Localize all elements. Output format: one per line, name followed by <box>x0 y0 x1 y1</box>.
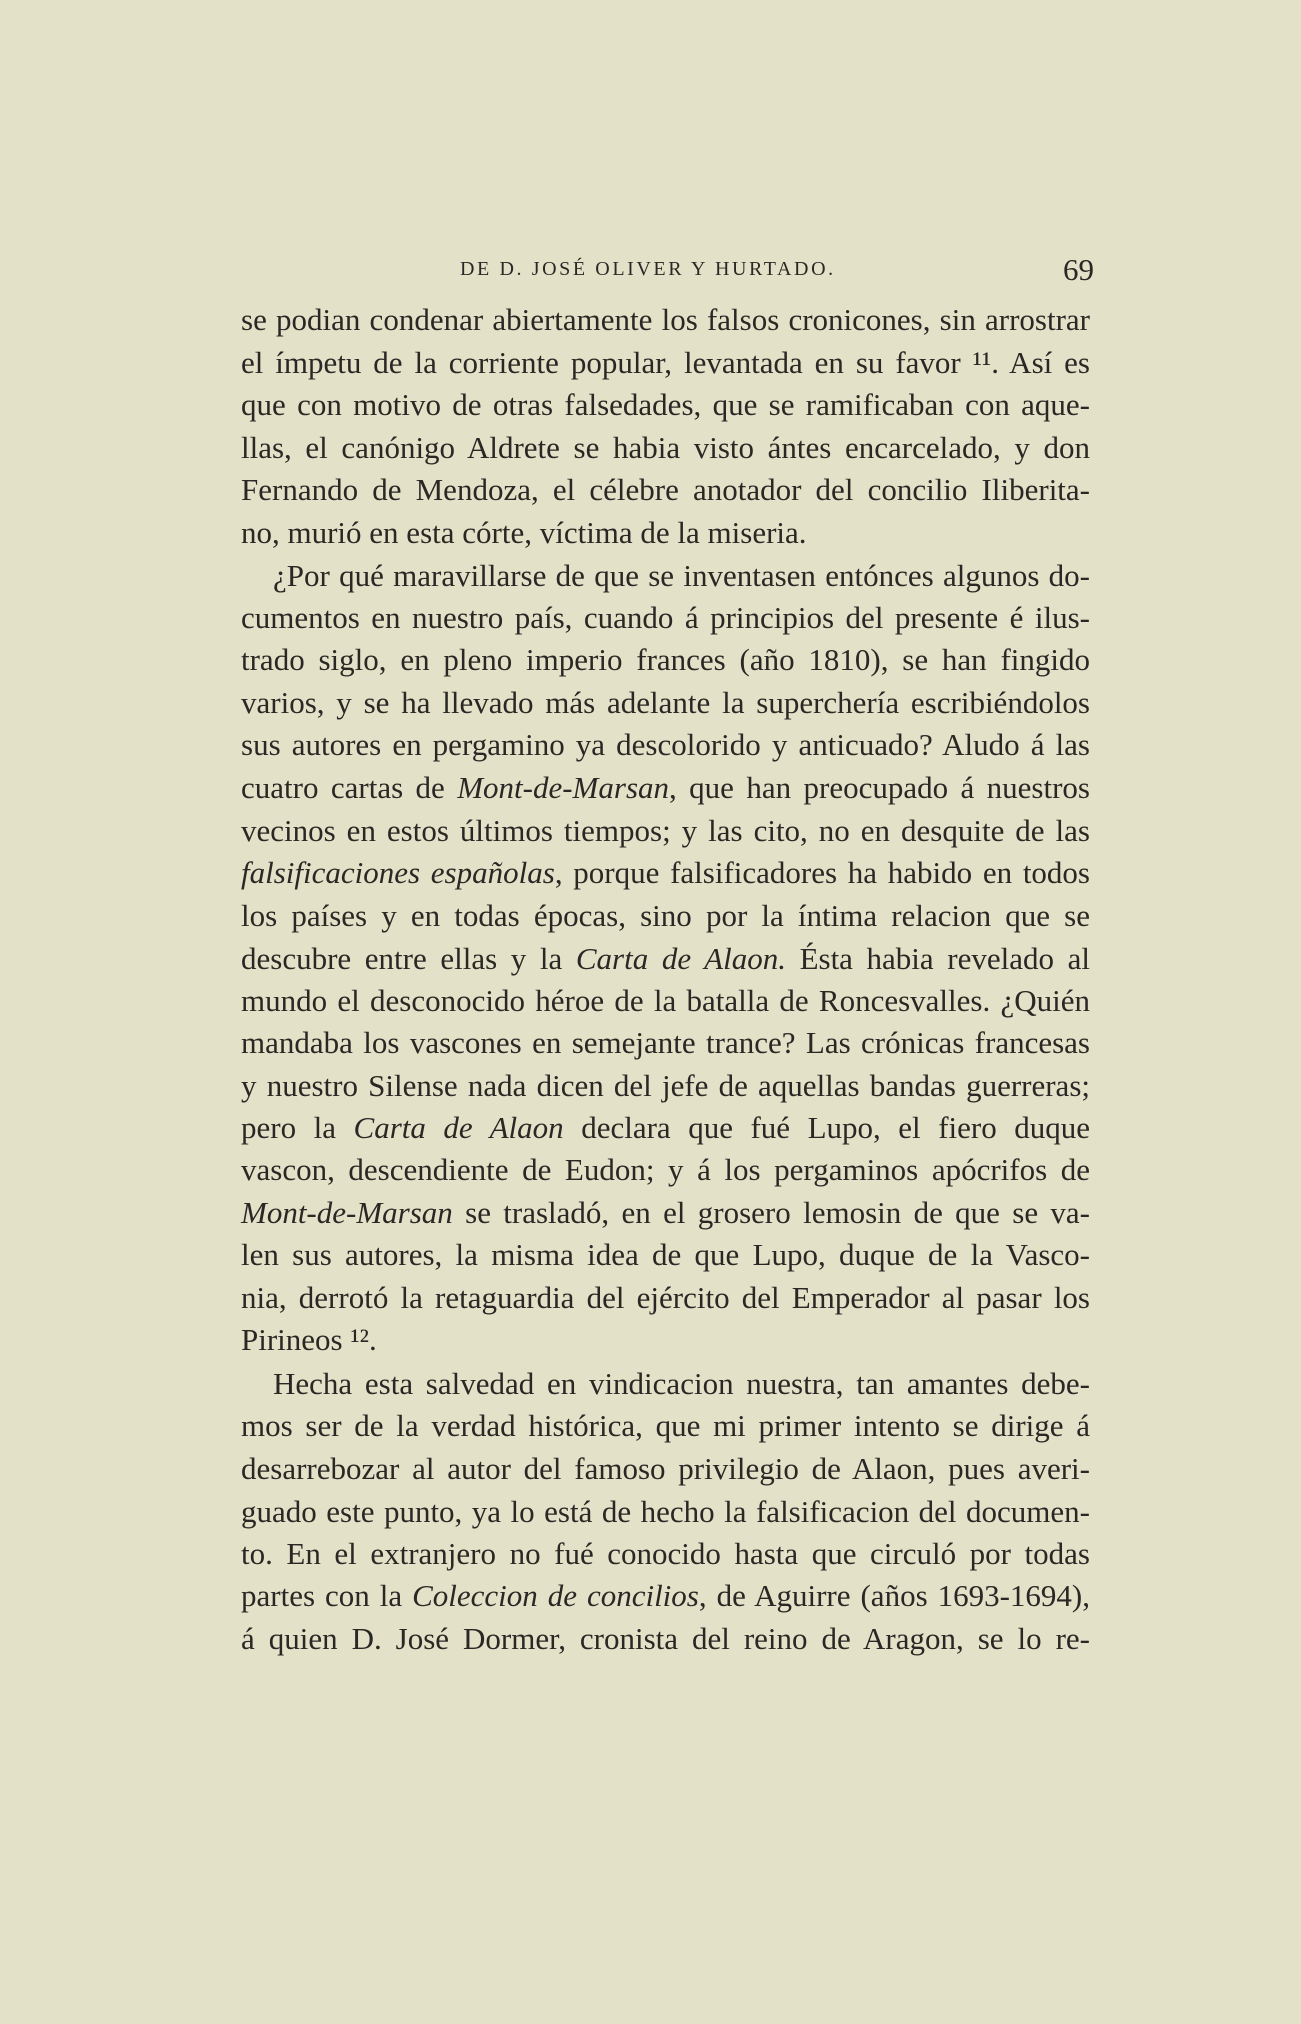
text-line <box>241 1449 1090 1489</box>
text-line <box>241 1023 1090 1063</box>
text-segment: Ésta habia revelado al <box>785 941 1090 976</box>
text-segment: ¿Por qué maravillarse de que se inventasen entónces algunos do- <box>273 558 1090 593</box>
text-segment: cumentos en nuestro país, cuando á principios del presente é ilus- <box>241 600 1090 635</box>
text-line <box>241 513 807 553</box>
text-segment: , de Aguirre (años 1693-1694), <box>698 1578 1090 1613</box>
text-segment: pero la <box>241 1110 354 1145</box>
text-segment: Fernando de Mendoza, el célebre anotador del concilio Iliberita- <box>241 472 1090 507</box>
text-segment: to. En el extranjero no fué conocido hasta que circuló por todas <box>241 1536 1090 1571</box>
text-segment: no, murió en esta córte, víctima de la miseria. <box>241 515 807 550</box>
text-segment: vecinos en estos últimos tiempos; y las cito, no en desquite de las <box>241 813 1090 848</box>
text-line <box>241 1492 1090 1532</box>
italic-title: Mont-de-Marsan <box>457 770 670 805</box>
text-line <box>241 1108 1090 1148</box>
text-segment: varios, y se ha llevado más adelante la superchería escribiéndolos <box>241 685 1090 720</box>
text-segment: y nuestro Silense nada dicen del jefe de aquellas bandas guerreras; <box>241 1068 1090 1103</box>
italic-title: Carta de Alaon <box>353 1110 564 1145</box>
text-segment: se podian condenar abiertamente los falsos cronicones, sin arrostrar <box>241 302 1090 337</box>
running-title: DE D. JOSÉ OLIVER Y HURTADO. <box>460 258 836 280</box>
text-segment: , porque falsificadores ha habido en todos <box>554 855 1090 890</box>
text-line <box>241 683 1090 723</box>
text-segment: Hecha esta salvedad en vindicacion nuestra, tan amantes debe- <box>273 1366 1090 1401</box>
text-line <box>241 470 1090 510</box>
text-segment: mundo el desconocido héroe de la batalla de Roncesvalles. ¿Quién <box>241 983 1090 1018</box>
page-number: 69 <box>1063 252 1094 287</box>
text-line <box>241 1150 1090 1190</box>
text-segment: descubre entre ellas y la <box>241 941 576 976</box>
text-line <box>241 1235 1090 1275</box>
text-line <box>241 725 1090 765</box>
text-line <box>241 1193 1090 1233</box>
text-segment: declara que fué Lupo, el fiero duque <box>563 1110 1090 1145</box>
text-line <box>241 1066 1090 1106</box>
text-line <box>241 896 1090 936</box>
text-segment: len sus autores, la misma idea de que Lupo, duque de la Vasco- <box>241 1237 1090 1272</box>
text-segment: llas, el canónigo Aldrete se habia visto ántes encarcelado, y don <box>241 430 1090 465</box>
text-line <box>241 768 1090 808</box>
italic-title: falsificaciones españolas <box>241 855 555 890</box>
text-line <box>241 1320 377 1360</box>
italic-title: Carta de Alaon. <box>575 941 786 976</box>
text-line <box>241 811 1090 851</box>
text-segment: trado siglo, en pleno imperio frances (año 1810), se han fingido <box>241 642 1090 677</box>
text-line <box>241 1534 1090 1574</box>
page-header <box>0 252 1301 302</box>
text-segment: mos ser de la verdad histórica, que mi primer intento se dirige á <box>241 1408 1090 1443</box>
text-line <box>241 981 1090 1021</box>
text-line <box>241 853 1090 893</box>
text-segment: se trasladó, en el grosero lemosin de que se va- <box>452 1195 1090 1230</box>
text-segment: Pirineos ¹². <box>241 1322 377 1357</box>
text-line <box>241 385 1090 425</box>
text-line <box>273 1364 1090 1404</box>
text-segment: vascon, descendiente de Eudon; y á los pergaminos apócrifos de <box>241 1152 1090 1187</box>
text-segment: partes con la <box>241 1578 413 1613</box>
text-segment: á quien D. José Dormer, cronista del reino de Aragon, se lo re- <box>241 1621 1090 1656</box>
text-line <box>241 300 1090 340</box>
text-line <box>241 1278 1090 1318</box>
text-segment: los países y en todas épocas, sino por la íntima relacion que se <box>241 898 1090 933</box>
text-segment: desarrebozar al autor del famoso privilegio de Alaon, pues averi- <box>241 1451 1090 1486</box>
text-line <box>241 428 1090 468</box>
text-line <box>273 556 1090 596</box>
text-line <box>241 598 1090 638</box>
italic-title: Coleccion de concilios <box>412 1578 699 1613</box>
text-line <box>241 1576 1090 1616</box>
text-line <box>241 343 1090 383</box>
text-line <box>241 939 1090 979</box>
text-segment: sus autores en pergamino ya descolorido y anticuado? Aludo á las <box>241 727 1090 762</box>
text-segment: mandaba los vascones en semejante trance? Las crónicas francesas <box>241 1025 1090 1060</box>
text-segment: guado este punto, ya lo está de hecho la falsificacion del documen- <box>241 1494 1090 1529</box>
text-segment: que con motivo de otras falsedades, que se ramificaban con aque- <box>241 387 1090 422</box>
text-segment: cuatro cartas de <box>241 770 458 805</box>
text-segment: , que han preocupado á nuestros <box>669 770 1090 805</box>
text-line <box>241 640 1090 680</box>
text-segment: nia, derrotó la retaguardia del ejército del Emperador al pasar los <box>241 1280 1090 1315</box>
text-line <box>241 1406 1090 1446</box>
text-segment: el ímpetu de la corriente popular, levantada en su favor ¹¹. Así es <box>241 345 1090 380</box>
text-line <box>241 1619 1090 1659</box>
italic-title: Mont-de-Marsan <box>241 1195 453 1230</box>
